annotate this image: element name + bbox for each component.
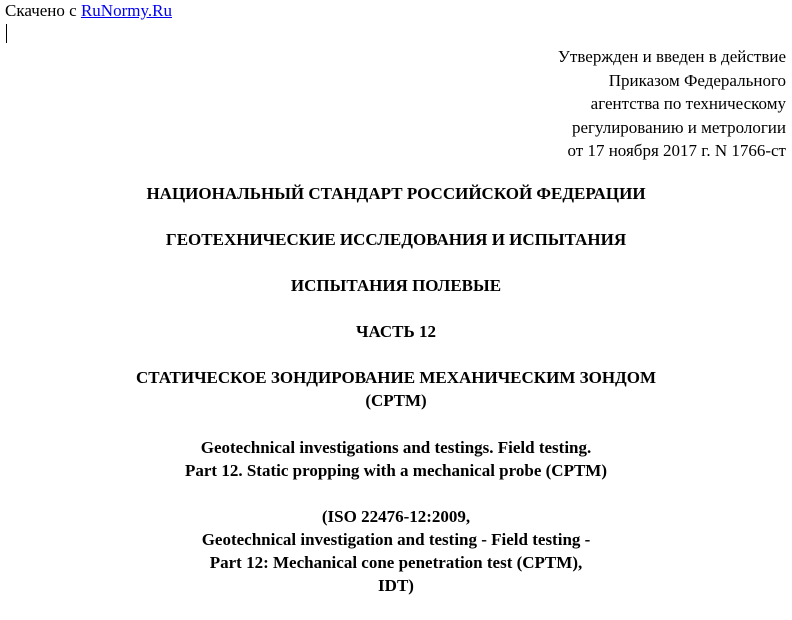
runormy-link[interactable]: RuNormy.Ru	[80, 1, 172, 20]
series-heading: ГЕОТЕХНИЧЕСКИЕ ИССЛЕДОВАНИЯ И ИСПЫТАНИЯ	[165, 230, 627, 249]
standard-heading: НАЦИОНАЛЬНЫЙ СТАНДАРТ РОССИЙСКОЙ ФЕДЕРАЦИИ	[146, 184, 646, 203]
approval-line: от 17 ноября 2017 г. N 1766-ст	[567, 141, 786, 160]
text-cursor	[6, 24, 7, 43]
english-title-line: Part 12. Static propping with a mechanical probe (CPTM)	[185, 461, 607, 480]
approval-line: регулированию и метрологии	[571, 117, 786, 137]
document-name-line: (CPTM)	[365, 391, 427, 410]
part-heading: ЧАСТЬ 12	[355, 322, 436, 341]
approval-line: агентства по техническому	[590, 94, 786, 113]
iso-reference-line: Geotechnical investigation and testing - Field testing -	[201, 530, 591, 549]
subseries-heading: ИСПЫТАНИЯ ПОЛЕВЫЕ	[290, 276, 502, 295]
source-line	[5, 1, 172, 21]
approval-line: Утвержден и введен в действие	[557, 47, 786, 66]
approval-block	[558, 45, 786, 163]
iso-reference	[0, 505, 792, 597]
approval-line: Приказом Федерального	[608, 70, 786, 90]
english-title	[0, 436, 792, 482]
iso-reference-line: (ISO 22476-12:2009,	[321, 507, 471, 526]
document-name	[0, 366, 792, 412]
document-name-line: СТАТИЧЕСКОЕ ЗОНДИРОВАНИЕ МЕХАНИЧЕСКИМ ЗОНДОМ	[135, 368, 657, 387]
iso-reference-line: IDT)	[378, 576, 414, 595]
source-prefix: Скачено с	[5, 1, 81, 20]
iso-reference-line: Part 12: Mechanical cone penetration test (CPTM),	[209, 553, 583, 572]
english-title-line: Geotechnical investigations and testings. Field testing.	[200, 438, 592, 457]
